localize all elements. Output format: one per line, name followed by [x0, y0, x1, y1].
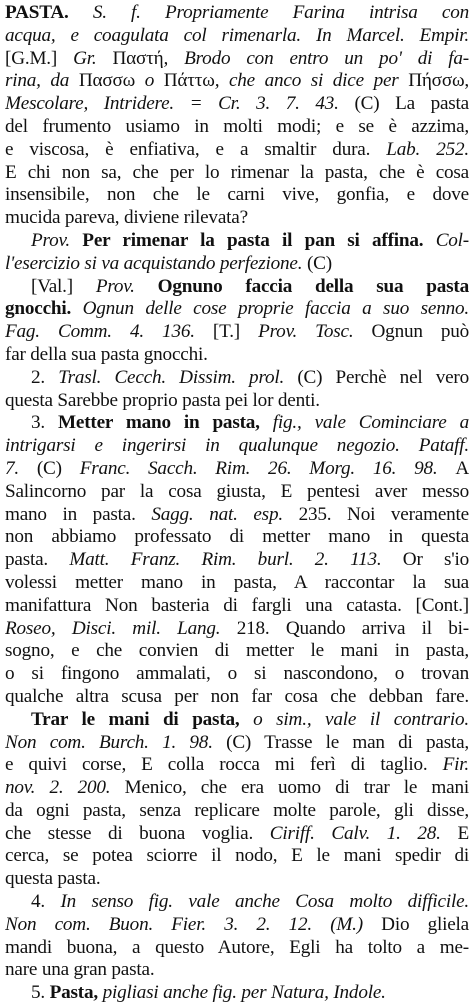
- italic-phrase: Non com. Buon. Fier. 3. 2. 12. (M.): [5, 913, 382, 935]
- text-line: [5, 412, 469, 435]
- italic-phrase: In senso fig. vale anche Cosa molto difficile.: [60, 891, 469, 913]
- text-run: Πάττω: [163, 70, 215, 92]
- italic-phrase: Fag. Comm. 4. 136.: [5, 321, 213, 343]
- text-line: [5, 93, 469, 116]
- italic-phrase: Mescolare, Intridere. = Cr. 3. 7. 43.: [5, 93, 355, 115]
- italic-phrase: Roseo, Disci. mil. Lang.: [5, 617, 237, 639]
- text-run: (C): [36, 457, 80, 479]
- text-line: [5, 982, 469, 1005]
- bold-phrase: PASTA.: [5, 2, 93, 23]
- text-run: e viscosa, è enfiativa, e a smaltir dura.: [5, 138, 387, 160]
- text-line: [5, 184, 469, 207]
- text-line: [5, 845, 469, 868]
- text-line: [5, 321, 469, 344]
- italic-phrase: Ognun delle cose proprie faccia a suo senno.: [82, 298, 469, 320]
- text-line: [5, 481, 469, 504]
- text-line: [5, 116, 469, 139]
- italic-phrase: , che anco si dice per: [214, 70, 409, 92]
- italic-phrase: o: [135, 70, 164, 92]
- text-run: Dio gliela: [381, 913, 469, 935]
- text-line: [5, 595, 469, 618]
- italic-phrase: Trasl. Cecch. Dissim. prol.: [58, 366, 298, 388]
- text-run: Or s'io: [402, 549, 469, 571]
- italic-phrase: acqua, e coagulata col rimenarla. In Marcel. Empir.: [5, 24, 469, 46]
- text-line: [5, 618, 469, 641]
- text-run: 2.: [31, 366, 59, 388]
- text-run: [T.]: [212, 321, 259, 343]
- bold-phrase: Metter mano in pasta,: [57, 412, 273, 434]
- text-line: [5, 709, 469, 732]
- text-run: del frumento usiamo in molti modi; e se è azzima,: [5, 115, 469, 137]
- text-run: Πήσσω,: [408, 70, 469, 92]
- text-line: [5, 572, 469, 595]
- italic-phrase: rina, da: [5, 70, 79, 92]
- text-line: [5, 868, 469, 891]
- text-run: E: [457, 822, 469, 844]
- italic-phrase: Matt. Franz. Rim. burl. 2. 113.: [69, 549, 403, 571]
- text-line: [5, 732, 469, 755]
- text-line: [5, 800, 469, 823]
- text-line: [5, 253, 469, 276]
- text-run: Menico, che era uomo di trar le mani: [124, 777, 469, 799]
- italic-phrase: Prov.: [95, 275, 158, 297]
- bold-phrase: Trar le mani di pasta,: [31, 708, 254, 730]
- text-run: qualche altra scusa per non far cosa che debban fare.: [5, 685, 469, 707]
- italic-phrase: Prov. Tosc.: [258, 321, 372, 343]
- bold-phrase: Pasta,: [49, 982, 103, 1004]
- text-line: [5, 344, 469, 367]
- text-run: nare una gran pasta.: [5, 959, 155, 981]
- text-run: [G.M.]: [5, 47, 74, 69]
- italic-phrase: , Brodo con entro un po' di fa-: [163, 47, 469, 69]
- text-line: [5, 914, 469, 937]
- text-run: [Val.]: [31, 275, 96, 297]
- text-line: [5, 458, 469, 481]
- text-line: [5, 162, 469, 185]
- text-line: [5, 390, 469, 413]
- text-run: che stesse di buona voglia.: [5, 822, 270, 844]
- italic-phrase: nov. 2. 200.: [5, 777, 125, 799]
- italic-phrase: Ciriff. Calv. 1. 28.: [269, 822, 458, 844]
- text-line: [5, 276, 469, 299]
- text-line: [5, 937, 469, 960]
- italic-phrase: Lab. 252.: [386, 138, 469, 160]
- text-line: [5, 959, 469, 982]
- text-run: questa Sarebbe proprio pasta pei lor denti.: [5, 389, 320, 411]
- text-run: non abbiamo professato di metter mano in questa: [5, 526, 469, 548]
- entry-text: [5, 2, 469, 1005]
- text-run: mandi buona, a questo Autore, Egli ha tolto a me-: [5, 936, 469, 958]
- text-run: 3.: [31, 412, 58, 434]
- text-run: 218. Quando arriva il bi-: [236, 617, 469, 639]
- text-run: sogno, e che convien di metter le mani in pasta,: [5, 640, 469, 662]
- text-line: [5, 777, 469, 800]
- italic-phrase: 7.: [5, 457, 37, 479]
- text-line: [5, 823, 469, 846]
- text-line: [5, 504, 469, 527]
- italic-phrase: fig., vale Cominciare a: [272, 412, 469, 434]
- text-run: far della sua pasta gnocchi.: [5, 343, 208, 365]
- text-run: Παστή: [112, 47, 164, 69]
- italic-phrase: Col-: [435, 229, 469, 251]
- text-run: (C): [306, 252, 332, 274]
- italic-phrase: Non com. Burch. 1. 98.: [5, 731, 227, 753]
- text-line: [5, 2, 469, 25]
- text-line: [5, 891, 469, 914]
- bold-phrase: Ognuno faccia della sua pasta: [157, 275, 469, 297]
- text-line: [5, 139, 469, 162]
- text-run: volessi metter mano in pasta, A raccontar la sua: [5, 571, 469, 593]
- text-run: manifattura Non basteria di fargli una catasta. [Cont.]: [5, 594, 469, 616]
- text-line: [5, 686, 469, 709]
- text-run: 5.: [31, 982, 50, 1004]
- text-line: [5, 298, 469, 321]
- text-run: E chi non sa, che per lo rimenar la pasta, che è cosa: [5, 161, 469, 183]
- text-run: (C) Perchè nel vero: [297, 366, 469, 388]
- italic-phrase: Gr.: [73, 47, 113, 69]
- text-run: (C) Trasse le man di pasta,: [226, 731, 469, 753]
- italic-phrase: Sagg. nat. esp.: [151, 503, 299, 525]
- text-run: o si fingono ammalati, o si nascondono, o trovan: [5, 663, 469, 685]
- text-run: 4.: [31, 891, 61, 913]
- bold-phrase: gnocchi.: [5, 298, 83, 320]
- italic-phrase: pigliasi anche fig. per Natura, Indole.: [102, 982, 386, 1004]
- text-run: insensibile, non che le carni vive, gonfia, e dove: [5, 184, 469, 206]
- text-line: [5, 549, 469, 572]
- italic-phrase: o sim., vale il contrario.: [253, 708, 469, 730]
- text-run: A: [455, 457, 469, 479]
- text-line: [5, 526, 469, 549]
- italic-phrase: S. f. Propriamente Farina intrisa con: [92, 2, 469, 23]
- italic-phrase: Prov.: [31, 229, 83, 251]
- text-line: [5, 640, 469, 663]
- text-run: mano in pasta.: [5, 503, 152, 525]
- text-run: questa pasta.: [5, 868, 101, 890]
- italic-phrase: Franc. Sacch. Rim. 26. Morg. 16. 98.: [79, 457, 456, 479]
- text-line: [5, 367, 469, 390]
- text-line: [5, 754, 469, 777]
- italic-phrase: Fir.: [442, 754, 469, 776]
- italic-phrase: intrigarsi e ingerirsi in qualunque negozio. Pataff.: [5, 435, 469, 457]
- text-line: [5, 230, 469, 253]
- text-run: Πασσω: [78, 70, 136, 92]
- text-run: da ogni pasta, senza replicare molte parole, gli disse,: [5, 799, 469, 821]
- text-run: 235. Noi veramente: [298, 503, 469, 525]
- text-run: e quivi corse, E colla rocca mi ferì di taglio.: [5, 754, 443, 776]
- text-line: [5, 48, 469, 71]
- bold-phrase: Per rimenar la pasta il pan si affina.: [82, 229, 436, 251]
- text-line: [5, 663, 469, 686]
- text-line: [5, 70, 469, 93]
- text-run: cerca, se potea sciorre il nodo, E le mani spedir di: [5, 845, 469, 867]
- text-line: [5, 435, 469, 458]
- italic-phrase: l'esercizio si va acquistando perfezione.: [5, 252, 307, 274]
- text-run: mucida pareva, diviene rilevata?: [5, 207, 248, 229]
- text-run: pasta.: [5, 549, 70, 571]
- text-run: Salincorno par la cosa giusta, E pentesi aver messo: [5, 480, 469, 502]
- text-line: [5, 207, 469, 230]
- text-run: Ognun può: [371, 321, 469, 343]
- text-line: [5, 25, 469, 48]
- text-run: (C) La pasta: [354, 93, 469, 115]
